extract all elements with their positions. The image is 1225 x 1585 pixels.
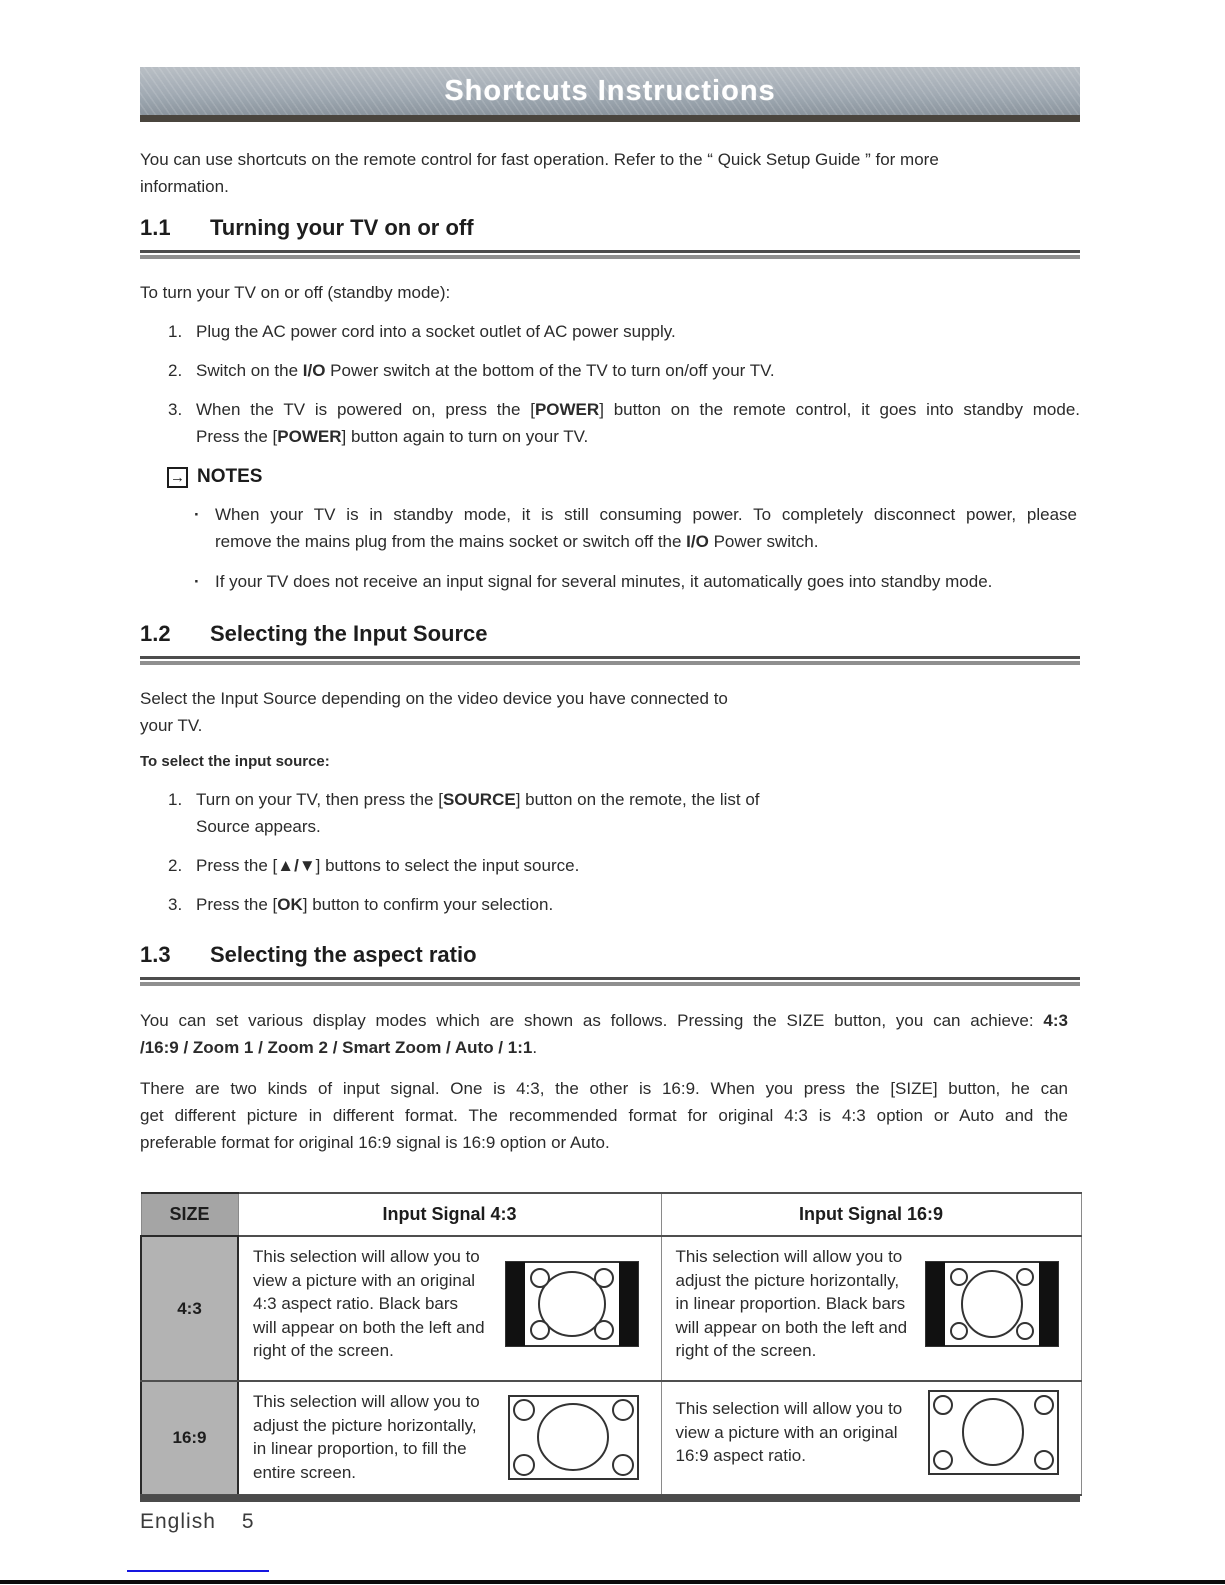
section-heading-1-2 bbox=[140, 621, 1080, 647]
cell-description: This selection will allow you to view a picture with an original 4:3 aspect ratio. Black bars will appear on both the left and right of the screen. bbox=[253, 1247, 485, 1360]
cell-description: This selection will allow you to adjust the picture horizontally, in linear proportion. Black bars will appear on both the left and right of the screen. bbox=[675, 1247, 908, 1360]
list-item-number: 2. bbox=[168, 856, 183, 875]
note-item bbox=[194, 501, 1080, 555]
list-item bbox=[168, 891, 1080, 918]
list-item-text: Press the [▲/▼] buttons to select the input source. bbox=[196, 856, 580, 875]
pillarbox-screen-icon bbox=[925, 1261, 1059, 1347]
full-screen-icon bbox=[928, 1390, 1059, 1475]
section-1-2-sublead: To select the input source: bbox=[140, 753, 330, 770]
aspect-modes-paragraph: You can set various display modes which are shown as follows. Pressing the SIZE button, you can achieve: 4:3 /16:9 / Zoom 1 / Zoom 2 / Smart Zoom / Auto / 1:1. bbox=[140, 1011, 1068, 1057]
table-cell bbox=[238, 1381, 661, 1495]
footer-language: English bbox=[140, 1510, 216, 1533]
page-title: Shortcuts Instructions bbox=[444, 74, 776, 107]
list-item-number: 3. bbox=[168, 400, 183, 419]
pillarbox-screen-icon bbox=[505, 1261, 639, 1347]
aspect-ratio-table bbox=[140, 1192, 1082, 1496]
row-label-4-3: 4:3 bbox=[141, 1236, 238, 1381]
list-item bbox=[168, 357, 1080, 384]
section-1-2-lead: Select the Input Source depending on the video device you have connected to your TV. bbox=[140, 689, 728, 735]
section-1-1-lead: To turn your TV on or off (standby mode): bbox=[140, 283, 451, 302]
list-item bbox=[168, 852, 1080, 879]
section-rule bbox=[140, 656, 1080, 665]
row-label-16-9: 16:9 bbox=[141, 1381, 238, 1495]
section-heading-1-3 bbox=[140, 942, 1080, 968]
table-cell bbox=[661, 1236, 1081, 1381]
full-screen-icon bbox=[508, 1395, 639, 1480]
table-row bbox=[141, 1381, 1081, 1495]
table-header-size: SIZE bbox=[141, 1193, 238, 1236]
note-text: If your TV does not receive an input signal for several minutes, it automatically goes into standby mode. bbox=[215, 572, 993, 591]
list-item bbox=[168, 318, 1080, 345]
list-item-number: 2. bbox=[168, 361, 183, 380]
notes-arrow-icon: → bbox=[167, 467, 188, 488]
bullet-icon: · bbox=[194, 572, 200, 591]
page-bottom-edge bbox=[0, 1580, 1225, 1584]
note-item bbox=[194, 568, 1080, 595]
page-content bbox=[140, 0, 1080, 1496]
footer-link-underline[interactable] bbox=[127, 1570, 269, 1572]
list-item-text: Turn on your TV, then press the [SOURCE] button on the remote, the list of Source appears. bbox=[196, 790, 760, 836]
list-item-number: 1. bbox=[168, 322, 183, 341]
section-title: Selecting the Input Source bbox=[210, 621, 488, 646]
section-title: Selecting the aspect ratio bbox=[210, 942, 477, 967]
table-header-input-16-9: Input Signal 16:9 bbox=[661, 1193, 1081, 1236]
notes-label: NOTES bbox=[197, 466, 263, 487]
list-item bbox=[168, 786, 1080, 840]
page-banner bbox=[140, 67, 1080, 115]
list-item-number: 3. bbox=[168, 895, 183, 914]
table-cell bbox=[238, 1236, 661, 1381]
footer-page-number: 5 bbox=[241, 1510, 255, 1533]
cell-description: This selection will allow you to view a picture with an original 16:9 aspect ratio. bbox=[675, 1399, 903, 1466]
banner-underline bbox=[140, 115, 1080, 122]
footer-rule bbox=[140, 1495, 1080, 1502]
list-item-text: When the TV is powered on, press the [POWER] button on the remote control, it goes into standby mode. Press the [POWER] button again to turn on your TV. bbox=[196, 400, 1080, 446]
table-header-row bbox=[141, 1193, 1081, 1236]
bullet-icon: · bbox=[194, 505, 200, 524]
section-heading-1-1 bbox=[140, 215, 1080, 241]
section-number: 1.2 bbox=[140, 621, 171, 646]
list-item-text: Press the [OK] button to confirm your selection. bbox=[196, 895, 554, 914]
table-header-input-4-3: Input Signal 4:3 bbox=[238, 1193, 661, 1236]
notes-header bbox=[167, 466, 1080, 488]
table-cell bbox=[661, 1381, 1081, 1495]
section-number: 1.1 bbox=[140, 215, 171, 240]
footer bbox=[140, 1510, 255, 1534]
note-text: When your TV is in standby mode, it is still consuming power. To completely disconnect power, please remove the mains plug from the mains socket or switch off the I/O Power switch. bbox=[215, 505, 1077, 551]
section-title: Turning your TV on or off bbox=[210, 215, 474, 240]
section-rule bbox=[140, 977, 1080, 986]
list-item-number: 1. bbox=[168, 790, 183, 809]
list-item bbox=[168, 396, 1080, 450]
list-item-text: Plug the AC power cord into a socket outlet of AC power supply. bbox=[196, 322, 676, 341]
intro-paragraph: You can use shortcuts on the remote control for fast operation. Refer to the “ Quick Setup Guide ” for more information. bbox=[140, 150, 939, 196]
cell-description: This selection will allow you to adjust the picture horizontally, in linear proportion, to fill the entire screen. bbox=[253, 1392, 480, 1482]
input-signal-paragraph: There are two kinds of input signal. One is 4:3, the other is 16:9. When you press the [SIZE] button, he can get different picture in different format. The recommended format for original 4:3 is 4:3 option or Auto and the preferable format for original 16:9 signal is 16:9 option or Auto. bbox=[140, 1079, 1068, 1152]
list-item-text: Switch on the I/O Power switch at the bottom of the TV to turn on/off your TV. bbox=[196, 361, 775, 380]
section-rule bbox=[140, 250, 1080, 259]
section-number: 1.3 bbox=[140, 942, 171, 967]
table-row bbox=[141, 1236, 1081, 1381]
